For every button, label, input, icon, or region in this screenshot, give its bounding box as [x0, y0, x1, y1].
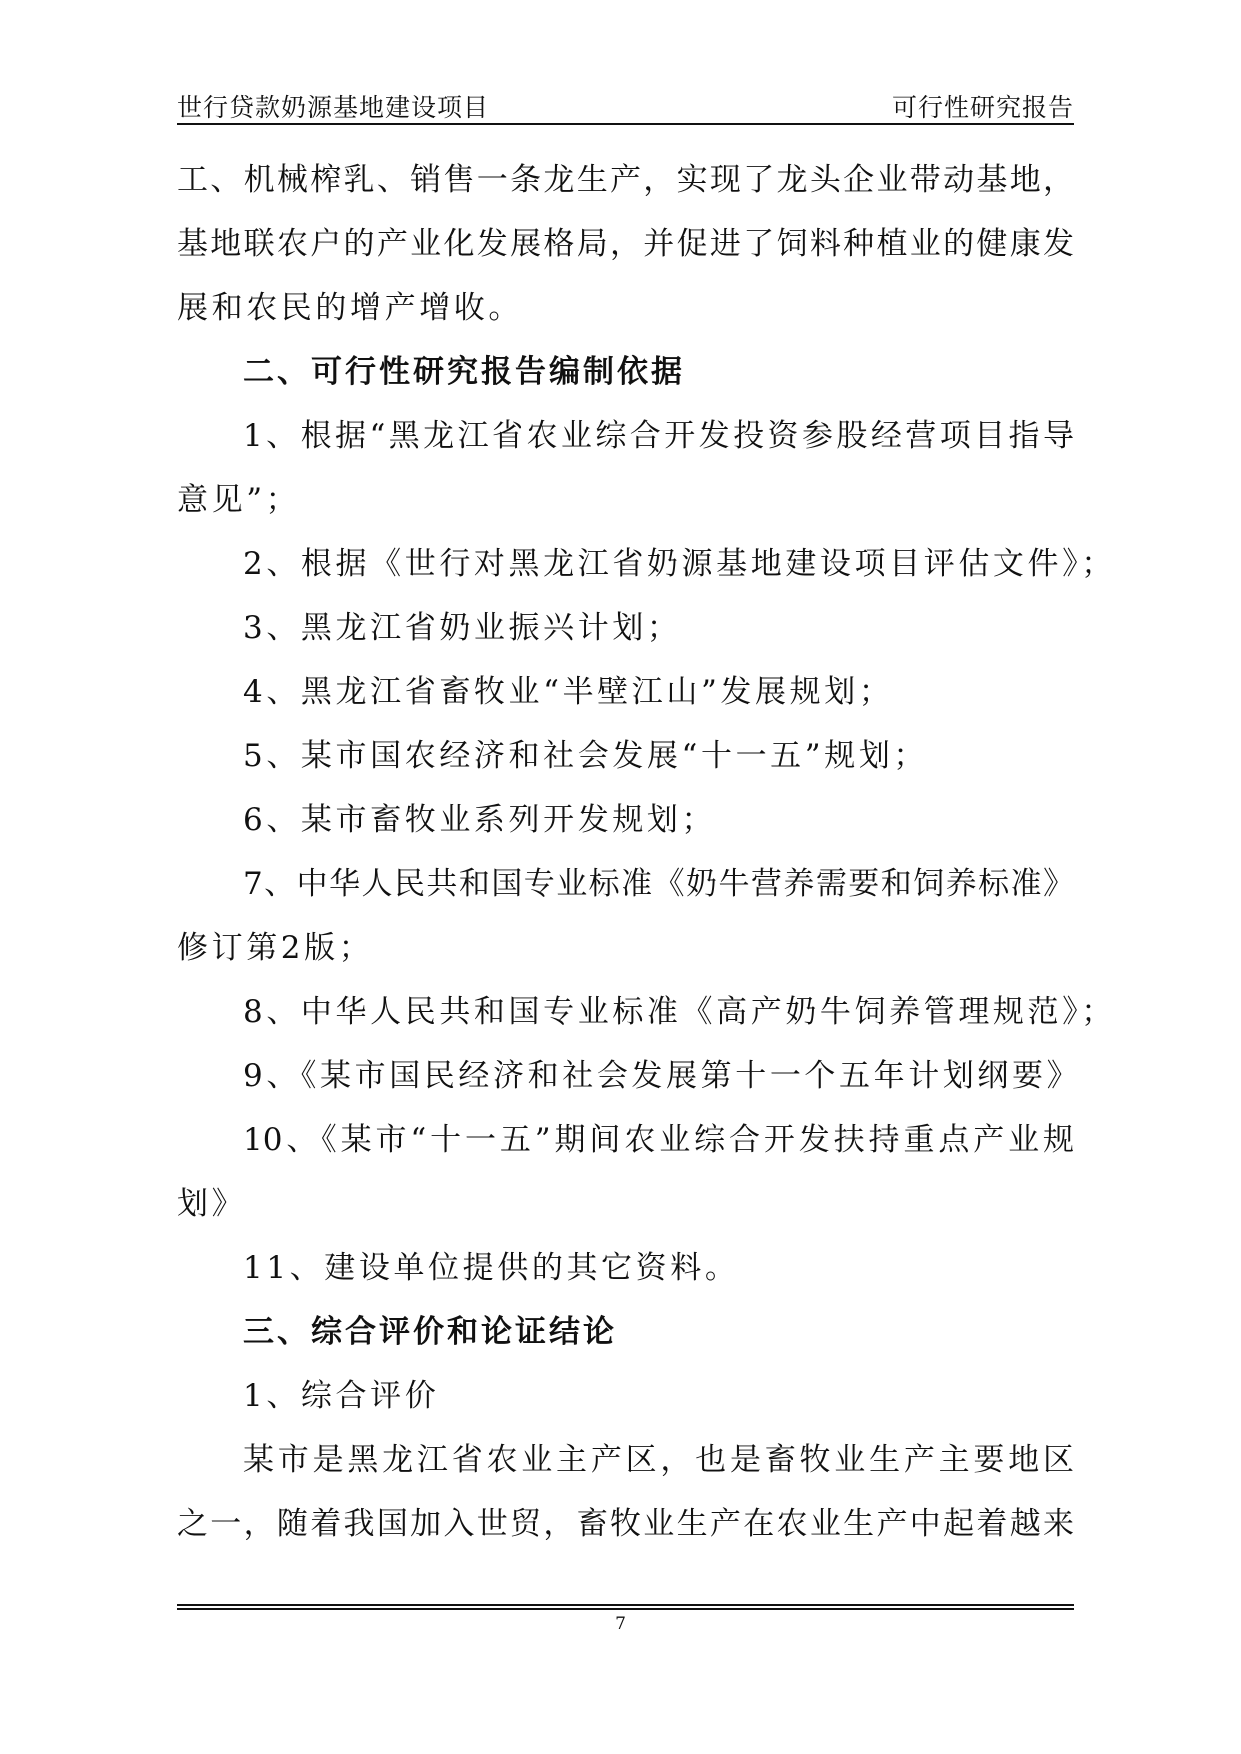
list-item: 5、某市国农经济和社会发展“十一五”规划；	[243, 738, 929, 774]
list-item-continuation: 意见”；	[177, 482, 301, 518]
header-report-title: 可行性研究报告	[891, 93, 1074, 122]
paragraph-line: 某市是黑龙江省农业主产区，也是畜牧业生产主要地区	[243, 1442, 1074, 1478]
list-item: 10、《某市“十一五”期间农业综合开发扶持重点产业规	[243, 1122, 1074, 1158]
list-item: 7、中华人民共和国专业标准《奶牛营养需要和饲养标准》	[243, 866, 1074, 902]
paragraph-line: 展和农民的增产增收。	[177, 290, 523, 326]
header-project-title: 世行贷款奶源基地建设项目	[177, 93, 490, 122]
subsection-heading: 1、综合评价	[243, 1378, 440, 1414]
paragraph-line: 工、机械榨乳、销售一条龙生产，实现了龙头企业带动基地，	[177, 162, 1074, 198]
header-rule	[177, 123, 1074, 125]
page-header	[177, 88, 1074, 120]
list-item: 6、某市畜牧业系列开发规划；	[243, 802, 717, 838]
page-number: 7	[615, 1614, 626, 1634]
document-body	[177, 148, 1116, 1556]
list-item-continuation: 修订第2版；	[177, 930, 374, 966]
list-item: 1、根据“黑龙江省农业综合开发投资参股经营项目指导	[243, 418, 1074, 454]
footer-rule	[177, 1604, 1074, 1610]
list-item: 3、黑龙江省奶业振兴计划；	[243, 610, 682, 646]
list-item: 2、根据《世行对黑龙江省奶源基地建设项目评估文件》；	[243, 546, 1116, 582]
list-item-continuation: 划》	[177, 1186, 247, 1222]
list-item: 4、黑龙江省畜牧业“半壁江山”发展规划；	[243, 674, 894, 710]
paragraph-line: 基地联农户的产业化发展格局，并促进了饲料种植业的健康发	[177, 226, 1074, 262]
list-item: 9、《某市国民经济和社会发展第十一个五年计划纲要》	[243, 1058, 1082, 1094]
paragraph-line: 之一，随着我国加入世贸，畜牧业生产在农业生产中起着越来	[177, 1506, 1074, 1542]
section-heading-2: 二、可行性研究报告编制依据	[243, 354, 685, 390]
section-heading-3: 三、综合评价和论证结论	[243, 1314, 617, 1350]
list-item: 8、中华人民共和国专业标准《高产奶牛饲养管理规范》；	[243, 994, 1116, 1030]
list-item: 11、建设单位提供的其它资料。	[243, 1250, 740, 1286]
